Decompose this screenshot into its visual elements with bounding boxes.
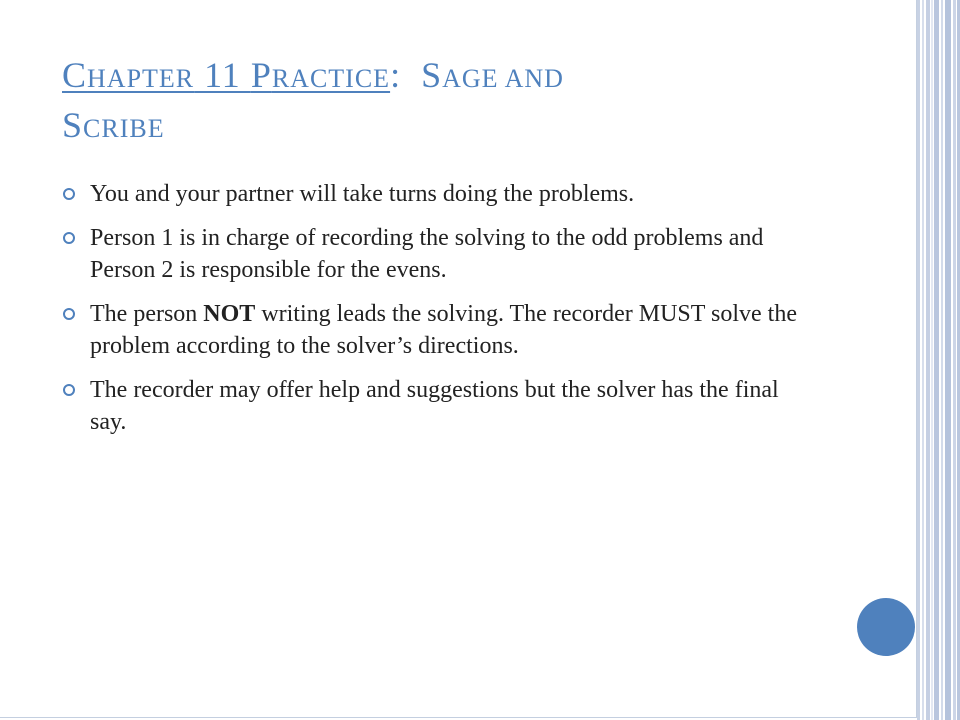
title-smallcaps: CRIBE (83, 114, 165, 143)
decorative-stripe (926, 0, 930, 720)
decorative-stripe (931, 0, 933, 720)
title-smallcaps: AGE AND (442, 64, 564, 93)
title-number: 11 (194, 55, 251, 95)
title-letter: P (250, 55, 272, 95)
decorative-stripe (953, 0, 956, 720)
bullet-ring-icon (62, 231, 76, 245)
title-underlined-part (62, 55, 390, 95)
bullet-text: You and your partner will take turns doing the problems. (90, 181, 635, 207)
title-letter: S (421, 55, 443, 95)
decorative-stripe (917, 0, 920, 720)
bullet-item (60, 298, 820, 362)
title-smallcaps: RACTICE (271, 64, 391, 93)
bullet-text: The person (90, 301, 204, 327)
decorative-stripe (934, 0, 939, 720)
bullet-item (60, 222, 820, 286)
title-colon: : (390, 55, 402, 95)
bullet-item (60, 178, 820, 210)
bullet-text: The recorder may offer help and suggestions but the solver has the final say. (90, 377, 779, 435)
decorative-stripe (945, 0, 951, 720)
bullet-item (60, 374, 820, 438)
title-letter: S (62, 105, 84, 145)
decorative-stripe (941, 0, 943, 720)
bullet-text: writing leads the solving. The recorder MUST solve the problem according to the solver’s directions. (90, 301, 797, 359)
bullet-ring-icon (62, 307, 76, 321)
bullet-ring-icon (62, 187, 76, 201)
title-smallcaps: HAPTER (87, 64, 195, 93)
decorative-stripe (922, 0, 924, 720)
decorative-circle (857, 598, 915, 656)
bullet-ring-icon (62, 383, 76, 397)
title-letter: C (62, 55, 88, 95)
slide-title (62, 52, 822, 152)
bullet-text: Person 1 is in charge of recording the solving to the odd problems and Person 2 is responsible for the evens. (90, 225, 764, 283)
bullet-bold-text: NOT (203, 301, 256, 327)
bullet-list (60, 178, 820, 450)
